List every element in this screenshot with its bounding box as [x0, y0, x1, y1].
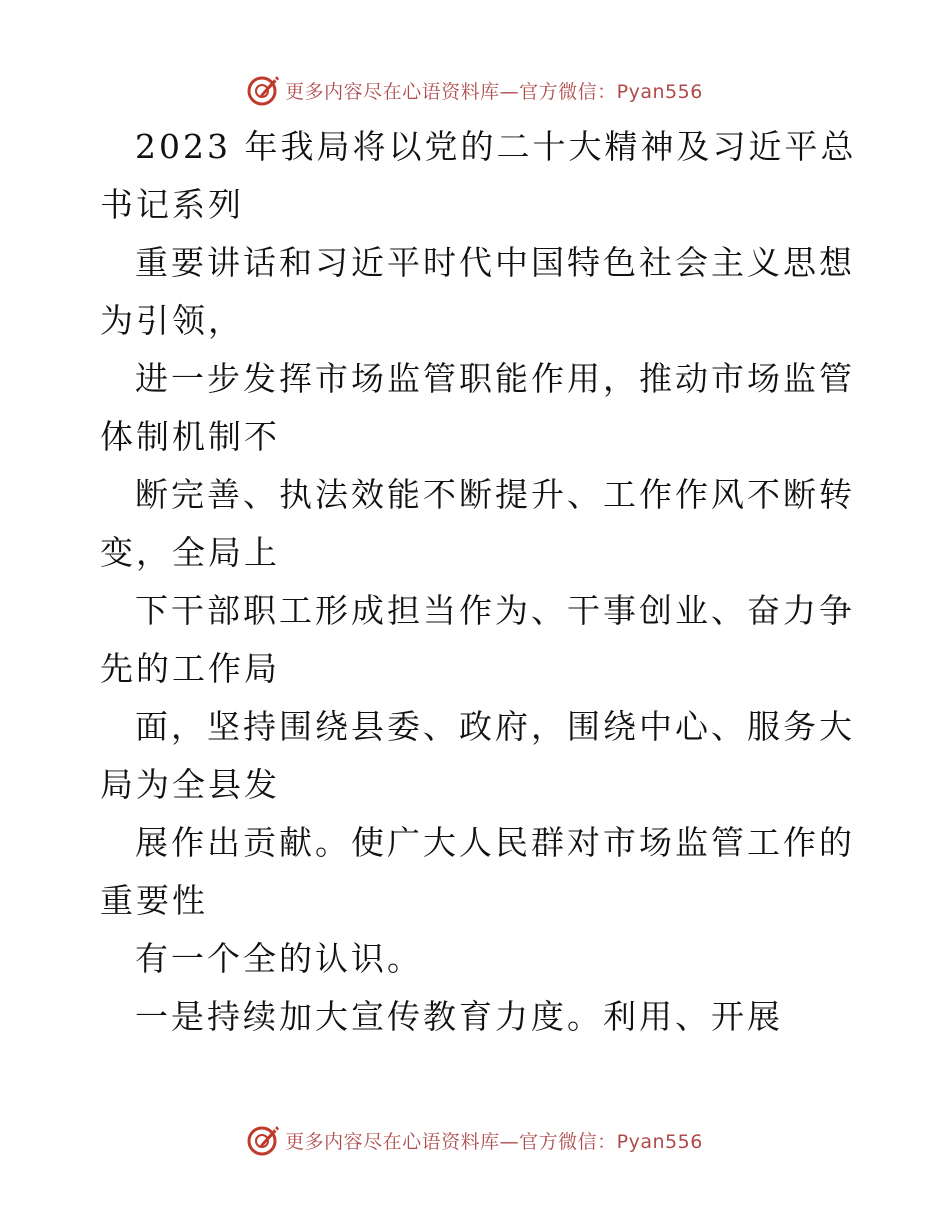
paragraph: 展作出贡献。使广大人民群对市场监管工作的重要性 [100, 823, 855, 920]
quill-pen-logo-icon [247, 1123, 281, 1157]
paragraph: 2023 年我局将以党的二十大精神及习近平总书记系列 [100, 127, 857, 224]
paragraph: 面，坚持围绕县委、政府，围绕中心、服务大局为全县发 [100, 707, 855, 804]
paragraph: 重要讲话和习近平时代中国特色社会主义思想为引领， [100, 243, 855, 340]
quill-pen-logo-icon [247, 73, 281, 107]
header-banner-text: 更多内容尽在心语资料库—官方微信：Pyan556 [285, 80, 703, 103]
footer-banner-text: 更多内容尽在心语资料库—官方微信：Pyan556 [285, 1130, 703, 1153]
header-watermark-banner [0, 70, 950, 110]
paragraph: 断完善、执法效能不断提升、工作作风不断转变，全局上 [100, 475, 855, 572]
document-body [100, 118, 860, 1046]
paragraph: 进一步发挥市场监管职能作用，推动市场监管体制机制不 [100, 359, 855, 456]
footer-watermark-banner [0, 1120, 950, 1160]
paragraph: 下干部职工形成担当作为、干事创业、奋力争先的工作局 [100, 591, 855, 688]
paragraph: 一是持续加大宣传教育力度。利用、开展 [135, 997, 783, 1036]
paragraph: 有一个全的认识。 [135, 939, 423, 978]
